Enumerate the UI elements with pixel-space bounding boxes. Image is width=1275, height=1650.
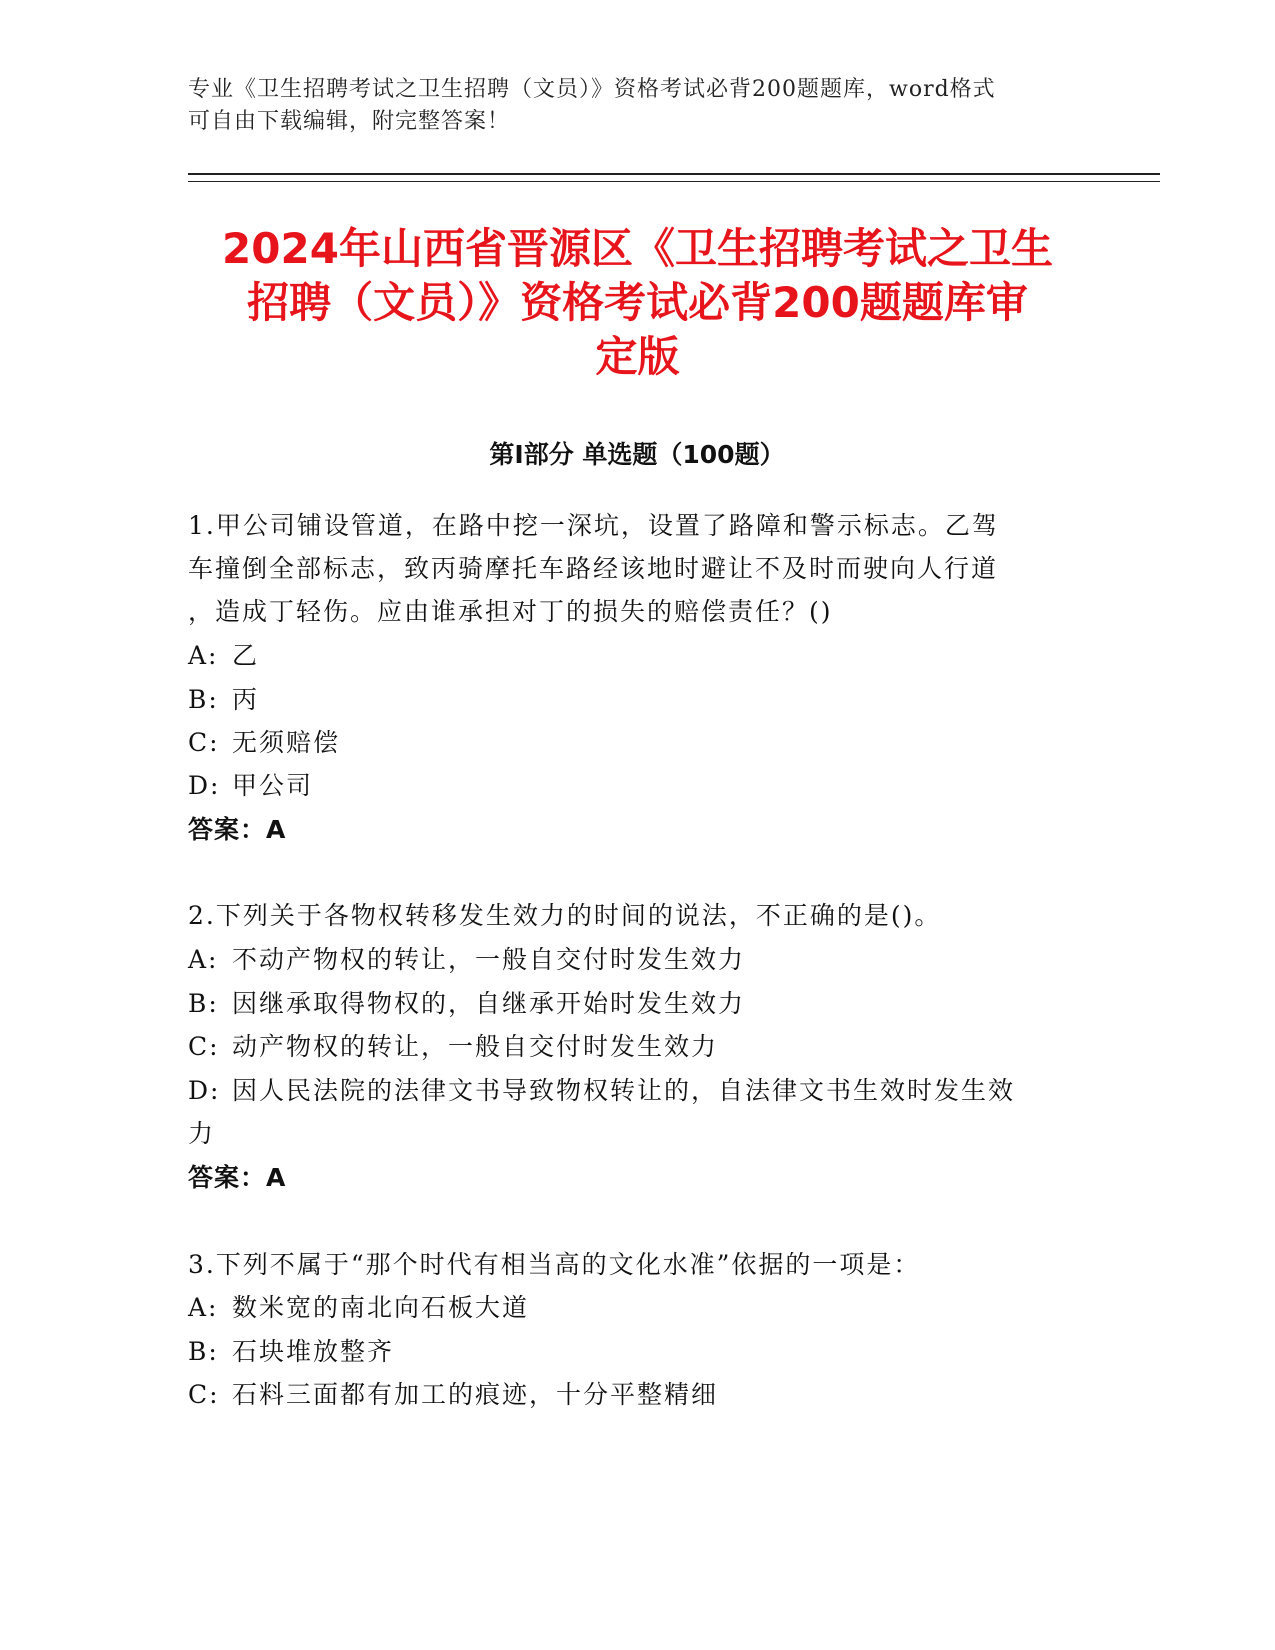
question-1-option-c (188, 726, 340, 760)
question-1-text: 车撞倒全部标志，致丙骑摩托车路经该地时避让不及时而驶向人行道 (188, 554, 999, 583)
question-3-option-a (188, 1291, 529, 1325)
option-text: 数米宽的南北向石板大道 (232, 1293, 530, 1322)
question-1-option-b (188, 683, 259, 717)
question-1-option-a (188, 639, 259, 673)
question-1-text: ，造成丁轻伤。应由谁承担对丁的损失的赔偿责任？() (188, 597, 833, 626)
question-2-option-d-continued: 力 (188, 1119, 216, 1148)
question-1-answer: 答案：A (188, 815, 287, 844)
option-letter: A: (188, 945, 219, 974)
header-note-line: 专业《卫生招聘考试之卫生招聘（文员）》资格考试必背200题题库，word格式 (188, 77, 996, 102)
section-heading: 第Ⅰ部分 单选题（100题） (489, 440, 785, 469)
option-text: 动产物权的转让，一般自交付时发生效力 (232, 1032, 719, 1061)
option-letter: D: (188, 1076, 221, 1105)
header-divider (188, 173, 1160, 175)
option-letter: A: (188, 1293, 219, 1322)
option-text: 因继承取得物权的，自继承开始时发生效力 (232, 989, 746, 1018)
option-letter: C: (188, 1380, 220, 1409)
option-letter: C: (188, 728, 220, 757)
option-text: 乙 (232, 641, 260, 670)
option-letter: B: (188, 989, 219, 1018)
title-line: 招聘（文员）》资格考试必背200题题库审 (247, 278, 1028, 327)
option-letter: B: (188, 685, 219, 714)
header-note (188, 74, 1068, 138)
option-text: 丙 (232, 685, 260, 714)
option-letter: D: (188, 771, 221, 800)
question-2-option-c (188, 1030, 718, 1064)
option-text: 石块堆放整齐 (232, 1337, 395, 1366)
title-line: 定版 (595, 332, 680, 381)
question-1-text: 1.甲公司铺设管道，在路中挖一深坑，设置了路障和警示标志。乙驾 (188, 511, 999, 540)
option-letter: B: (188, 1337, 219, 1366)
option-text: 石料三面都有加工的痕迹，十分平整精细 (232, 1380, 719, 1409)
option-letter: C: (188, 1032, 220, 1061)
header-divider (188, 181, 1160, 182)
question-3-option-c (188, 1378, 718, 1412)
question-3-option-b (188, 1335, 394, 1369)
option-text: 无须赔偿 (232, 728, 341, 757)
question-1-option-d (188, 769, 313, 803)
option-text: 不动产物权的转让，一般自交付时发生效力 (232, 945, 746, 974)
document-title (140, 222, 1135, 384)
option-letter: A: (188, 641, 219, 670)
title-line: 2024年山西省晋源区《卫生招聘考试之卫生 (222, 224, 1053, 273)
question-2-option-b (188, 987, 745, 1021)
question-2-option-a (188, 943, 745, 977)
question-2-text: 2.下列关于各物权转移发生效力的时间的说法，不正确的是()。 (188, 901, 942, 930)
question-3-text: 3.下列不属于“那个时代有相当高的文化水准”依据的一项是： (188, 1250, 921, 1279)
header-note-line: 可自由下载编辑，附完整答案！ (188, 109, 511, 134)
question-2-answer: 答案：A (188, 1163, 287, 1192)
option-text: 甲公司 (232, 771, 314, 800)
option-text: 因人民法院的法律文书导致物权转让的，自法律文书生效时发生效 (232, 1076, 1016, 1105)
question-2-option-d (188, 1074, 1015, 1108)
